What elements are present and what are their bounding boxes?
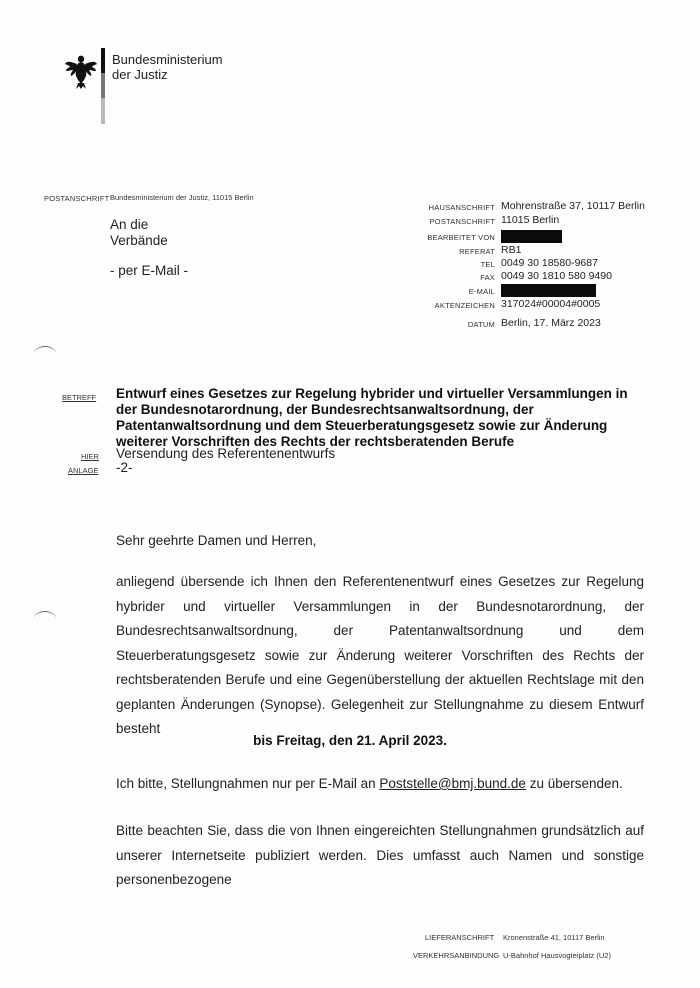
sender-row-fax <box>420 271 670 284</box>
hier-label: HIER <box>81 452 99 461</box>
federal-flag-bar <box>101 48 105 124</box>
fold-mark-top <box>34 346 56 361</box>
fold-mark-middle <box>34 611 56 626</box>
postanschrift2-value: 11015 Berlin <box>501 214 560 226</box>
body-paragraph-3: Bitte beachten Sie, dass die von Ihnen eingereichten Stellungnahmen grundsätzlich auf unserer Internetseite publiziert werden. Dies umfasst auch Namen und sonstige personenbezogene <box>116 823 644 887</box>
salutation: Sehr geehrte Damen und Herren, <box>116 533 317 548</box>
anlage-label: ANLAGE <box>68 466 99 475</box>
datum-value: Berlin, 17. März 2023 <box>501 317 601 329</box>
datum-label: DATUM <box>467 320 495 329</box>
poststelle-email-link[interactable]: Poststelle@bmj.bund.de <box>379 776 526 791</box>
email-label: E-MAIL <box>468 287 495 296</box>
verkehrsanbindung-label: VERKEHRSANBINDUNG <box>413 951 500 960</box>
ministry-line1: Bundesministerium <box>112 52 223 67</box>
body-paragraph-1: anliegend übersende ich Ihnen den Referentenentwurf eines Gesetzes zur Regelung hybrider und virtueller Versammlungen in der Bundesnotarordnung, der Bundesrechtsanwaltsordnung, der Patentanwaltsordnung und dem Steuerberatungsgesetz sowie zur Änderung weiterer Vorschriften des Rechts der rechtsberatenden Berufe und eine Gegenüberstellung der aktuellen Rechtslage mit den geplanten Änderungen (Synopse). Gelegenheit zur Stellungnahme zu diesem Entwurf besteht <box>116 574 644 736</box>
ministry-name <box>112 52 223 82</box>
aktenzeichen-value: 317024#00004#0005 <box>501 298 601 310</box>
redacted-email <box>501 284 596 297</box>
sender-row-datum <box>420 317 670 331</box>
subject-title: Entwurf eines Gesetzes zur Regelung hybrider und virtueller Versammlungen in der Bundesnotarordnung, der Bundesrechtsanwaltsordnung, der Patentanwaltsordnung und dem Steuerberatungsgesetz sowie zur Änderung weiterer Vorschriften des Rechts der rechtsberatenden Berufe <box>116 386 628 449</box>
referat-value: RB1 <box>501 244 522 256</box>
sender-info-block <box>420 200 670 331</box>
tel-label: TEL <box>480 260 495 269</box>
postanschrift2-label: POSTANSCHRIFT <box>429 217 495 226</box>
aktenzeichen-label: AKTENZEICHEN <box>434 301 495 310</box>
recipient-line3: - per E-Mail - <box>110 263 189 278</box>
verkehrsanbindung-value: U-Bahnhof Hausvogteiplatz (U2) <box>503 951 611 960</box>
sender-row-aktenzeichen <box>420 297 670 317</box>
ministry-line2: der Justiz <box>112 67 168 82</box>
fax-label: FAX <box>480 273 495 282</box>
tel-value: 0049 30 18580-9687 <box>501 257 598 269</box>
fax-value: 0049 30 1810 580 9490 <box>501 270 612 282</box>
recipient-line1: An die <box>110 217 149 232</box>
bearbeitet-label: BEARBEITET VON <box>427 233 495 242</box>
hausanschrift-label: HAUSANSCHRIFT <box>428 203 495 212</box>
lieferanschrift-label: LIEFERANSCHRIFT <box>425 933 495 942</box>
sender-row-hausanschrift <box>420 200 670 214</box>
postanschrift-label: POSTANSCHRIFT <box>44 194 110 203</box>
recipient-line2: Verbände <box>110 233 168 248</box>
federal-eagle-icon <box>64 50 98 90</box>
sender-row-email <box>420 284 670 297</box>
p2-before: Ich bitte, Stellungnahmen nur per E-Mail an <box>116 776 380 791</box>
sender-row-bearbeitet <box>420 230 670 245</box>
postanschrift-value: Bundesministerium der Justiz, 11015 Berlin <box>110 193 254 202</box>
hausanschrift-value: Mohrenstraße 37, 10117 Berlin <box>501 200 645 212</box>
betreff-label: BETREFF <box>62 393 97 402</box>
referat-label: REFERAT <box>459 247 495 256</box>
p2-after: zu übersenden. <box>525 776 623 791</box>
lieferanschrift-value: Kronenstraße 41, 10117 Berlin <box>503 933 605 942</box>
anlage-text: -2- <box>116 460 133 475</box>
deadline: bis Freitag, den 21. April 2023. <box>253 733 447 748</box>
sender-row-postanschrift <box>420 214 670 230</box>
redacted-name <box>501 230 562 243</box>
body-paragraph-2 <box>116 776 623 791</box>
hier-text: Versendung des Referentenentwurfs <box>116 446 336 461</box>
